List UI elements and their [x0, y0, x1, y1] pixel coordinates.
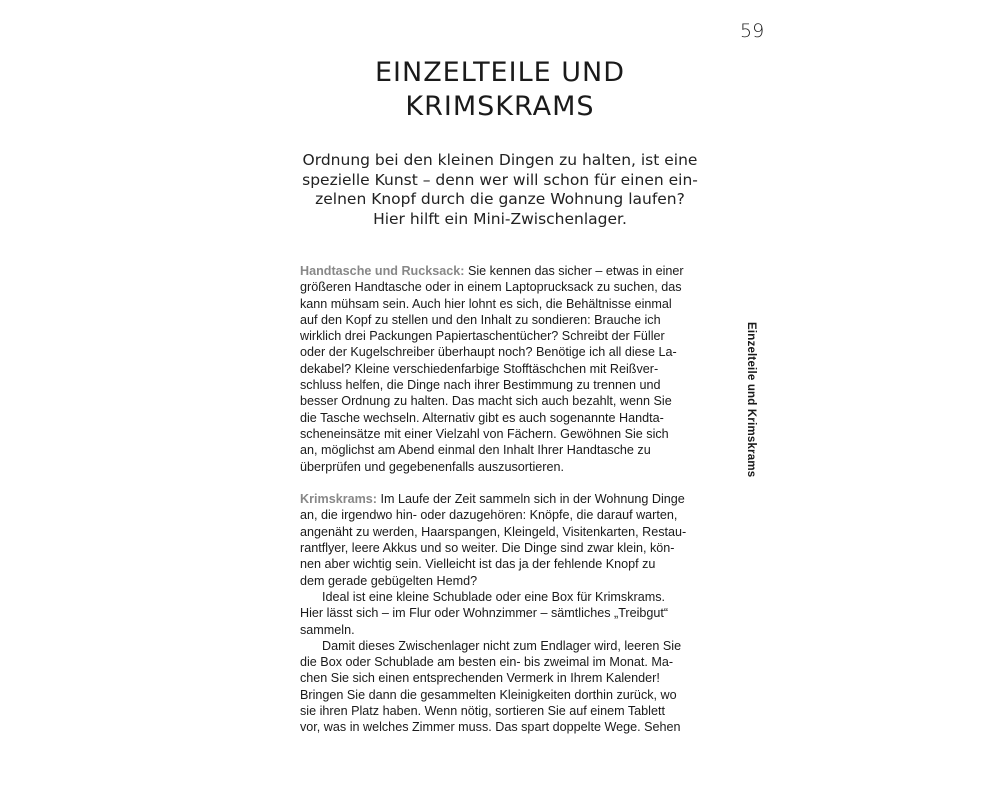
- body-line: auf den Kopf zu stellen und den Inhalt zu sondieren: Brauche ich: [300, 312, 661, 327]
- section-first-line: [300, 263, 700, 279]
- body-line: vor, was in welches Zimmer muss. Das spart doppelte Wege. Sehen: [300, 720, 681, 735]
- body-line: sammeln.: [300, 622, 355, 637]
- chapter-title-line: KRIMSKRAMS: [405, 91, 595, 122]
- body-line: sie ihren Platz haben. Wenn nötig, sortieren Sie auf einem Tablett: [300, 704, 665, 719]
- body-line: die Tasche wechseln. Alternativ gibt es auch sogenannte Handta-: [300, 410, 664, 425]
- body-line: angenäht zu werden, Haarspangen, Kleingeld, Visitenkarten, Restau-: [300, 524, 687, 539]
- body-line: dem gerade gebügelten Hemd?: [300, 573, 478, 588]
- intro-line: spezielle Kunst – denn wer will schon für einen ein-: [302, 170, 698, 189]
- chapter-intro: [300, 151, 700, 229]
- body-line: dekabel? Kleine verschiedenfarbige Stofftäschchen mit Reißver-: [300, 361, 659, 376]
- body-line: wirklich drei Packungen Papiertaschentücher? Schreibt der Füller: [300, 329, 665, 344]
- chapter-title-line: EINZELTEILE UND: [374, 57, 626, 88]
- body-line: überprüfen und gegebenenfalls auszusortieren.: [300, 459, 564, 474]
- intro-line: zelnen Knopf durch die ganze Wohnung laufen?: [315, 190, 685, 208]
- body-line: an, die irgendwo hin- oder dazugehören: Knöpfe, die darauf warten,: [300, 508, 678, 523]
- body-line: größeren Handtasche oder in einem Laptoprucksack zu suchen, das: [300, 280, 682, 295]
- body-line: an, möglichst am Abend einmal den Inhalt Ihrer Handtasche zu: [300, 443, 651, 458]
- section-first-line: [300, 491, 700, 507]
- body-line: oder der Kugelschreiber überhaupt noch? Benötige ich all diese La-: [300, 345, 677, 360]
- intro-line: Hier hilft ein Mini-Zwischenlager.: [373, 209, 627, 228]
- section-label-krimskrams: Krimskrams:: [300, 492, 378, 507]
- body-line: Sie kennen das sicher – etwas in einer: [464, 264, 684, 278]
- chapter-title: [300, 56, 700, 124]
- body-line: besser Ordnung zu halten. Das macht sich auch bezahlt, wenn Sie: [300, 394, 672, 409]
- body-line: die Box oder Schublade am besten ein- bis zweimal im Monat. Ma-: [300, 655, 674, 670]
- body-line: rantflyer, leere Akkus und so weiter. Die Dinge sind zwar klein, kön-: [300, 541, 675, 556]
- body-line: Damit dieses Zwischenlager nicht zum Endlager wird, leeren Sie: [322, 638, 682, 653]
- chapter-side-tab: Einzelteile und Krimskrams: [745, 322, 757, 478]
- body-text: [300, 263, 700, 736]
- body-line: chen Sie sich einen entsprechenden Vermerk in Ihrem Kalender!: [300, 671, 660, 686]
- section-label-handtasche: Handtasche und Rucksack:: [300, 264, 465, 278]
- body-line: Hier lässt sich – im Flur oder Wohnzimmer – sämtliches „Treibgut“: [300, 606, 669, 621]
- body-line: Ideal ist eine kleine Schublade oder eine Box für Krimskrams.: [322, 589, 666, 604]
- body-line: Im Laufe der Zeit sammeln sich in der Wohnung Dinge: [377, 492, 685, 507]
- page-number: 59: [740, 20, 765, 42]
- paragraph-gap: [300, 475, 700, 491]
- body-line: Bringen Sie dann die gesammelten Kleinigkeiten dorthin zurück, wo: [300, 687, 677, 702]
- intro-line: Ordnung bei den kleinen Dingen zu halten, ist eine: [302, 151, 698, 169]
- body-line: nen aber wichtig sein. Vielleicht ist das ja der fehlende Knopf zu: [300, 557, 656, 572]
- body-line: kann mühsam sein. Auch hier lohnt es sich, die Behältnisse einmal: [300, 296, 672, 311]
- body-line: scheneinsätze mit einer Vielzahl von Fächern. Gewöhnen Sie sich: [300, 426, 669, 441]
- body-line: schluss helfen, die Dinge nach ihrer Bestimmung zu trennen und: [300, 378, 661, 393]
